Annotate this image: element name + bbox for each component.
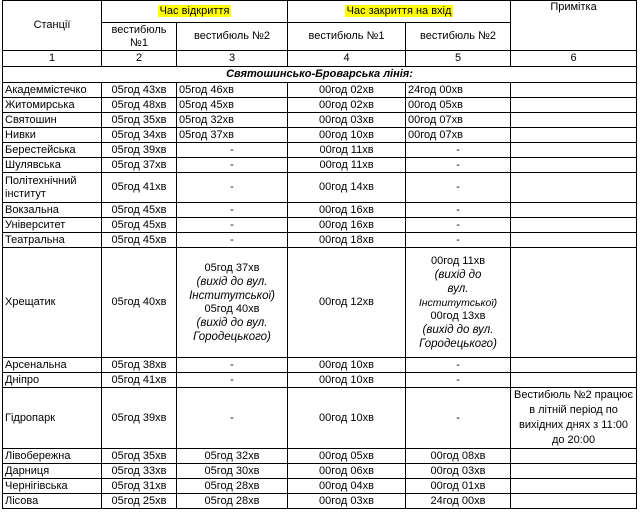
close-vest1: 00год 12хв <box>288 248 406 358</box>
close-vest1: 00год 10хв <box>288 373 406 388</box>
open-vest2: 05год 30хв <box>177 464 288 479</box>
station-name: Берестейська <box>3 143 102 158</box>
exit-note: (вихід до вул. Інститутської) <box>189 275 275 302</box>
note-cell <box>511 83 637 98</box>
station-name: Хрещатик <box>3 248 102 358</box>
station-name: Політехнічний інститут <box>3 173 102 203</box>
close-vest1: 00год 14хв <box>288 173 406 203</box>
station-name: Арсенальна <box>3 358 102 373</box>
exit-note: (вихід до вул. <box>196 316 268 329</box>
header-vest1-open: вестибюль №1 <box>102 23 177 51</box>
close-vest2: 00год 07хв <box>406 128 511 143</box>
close-vest1: 00год 18хв <box>288 233 406 248</box>
close-vest2: 00год 07хв <box>406 113 511 128</box>
note-cell <box>511 218 637 233</box>
open-vest2: 05год 32хв <box>177 449 288 464</box>
open-vest2-multi <box>177 248 288 358</box>
close-vest2: - <box>406 358 511 373</box>
header-vest2-open: вестибюль №2 <box>177 23 288 51</box>
open-vest2: - <box>177 233 288 248</box>
close-vest1: 00год 02хв <box>288 98 406 113</box>
station-name: Гідропарк <box>3 388 102 449</box>
close-vest1: 00год 10хв <box>288 128 406 143</box>
close-vest2: - <box>406 143 511 158</box>
close-vest2: - <box>406 388 511 449</box>
open-vest2: 05год 37хв <box>177 128 288 143</box>
open-vest1: 05год 40хв <box>102 248 177 358</box>
close-vest2: 00год 05хв <box>406 98 511 113</box>
open-vest1: 05год 45хв <box>102 218 177 233</box>
close-vest2: - <box>406 203 511 218</box>
close-vest1: 00год 04хв <box>288 479 406 494</box>
note-cell <box>511 494 637 509</box>
note-cell <box>511 479 637 494</box>
exit-note: Городецького) <box>193 330 271 343</box>
close-vest2: 00год 01хв <box>406 479 511 494</box>
header-vest2-close: вестибюль №2 <box>406 23 511 51</box>
header-vest1-close: вестибюль №1 <box>288 23 406 51</box>
col-number: 1 <box>3 51 102 67</box>
open-vest1: 05год 35хв <box>102 113 177 128</box>
line-title: Святошинсько-Броварська лінія: <box>3 67 637 83</box>
close-vest1: 00год 10хв <box>288 388 406 449</box>
open-vest2: 05год 32хв <box>177 113 288 128</box>
close-vest2: - <box>406 173 511 203</box>
open-vest1: 05год 39хв <box>102 143 177 158</box>
close-vest1: 00год 02хв <box>288 83 406 98</box>
close-vest1: 00год 11хв <box>288 158 406 173</box>
close-vest2: 24год 00хв <box>406 83 511 98</box>
header-closing <box>288 1 511 23</box>
close-vest1: 00год 03хв <box>288 494 406 509</box>
station-name: Святошин <box>3 113 102 128</box>
close-vest1: 00год 16хв <box>288 218 406 233</box>
open-vest2: - <box>177 158 288 173</box>
open-vest1: 05год 45хв <box>102 203 177 218</box>
close-vest1: 00год 11хв <box>288 143 406 158</box>
open-vest1: 05год 31хв <box>102 479 177 494</box>
col-number: 3 <box>177 51 288 67</box>
open-vest2: - <box>177 218 288 233</box>
station-name: Нивки <box>3 128 102 143</box>
close-vest1: 00год 05хв <box>288 449 406 464</box>
header-opening-label: Час відкриття <box>159 5 230 17</box>
exit-note: вул. <box>447 282 469 295</box>
note-cell <box>511 203 637 218</box>
note-cell <box>511 128 637 143</box>
open-vest2: 05год 28хв <box>177 494 288 509</box>
close-vest2: - <box>406 218 511 233</box>
station-name: Вокзальна <box>3 203 102 218</box>
open-vest1: 05год 43хв <box>102 83 177 98</box>
col-number: 6 <box>511 51 637 67</box>
open-vest1: 05год 45хв <box>102 233 177 248</box>
open-vest1: 05год 34хв <box>102 128 177 143</box>
note-cell <box>511 98 637 113</box>
open-vest1: 05год 48хв <box>102 98 177 113</box>
header-opening <box>102 1 288 23</box>
note-cell <box>511 143 637 158</box>
open-vest1: 05год 35хв <box>102 449 177 464</box>
note-cell <box>511 248 637 358</box>
note-cell <box>511 233 637 248</box>
exit-note: (вихід до <box>434 268 482 281</box>
open-time: 05год 40хв <box>204 302 260 315</box>
open-vest2: 05год 46хв <box>177 83 288 98</box>
open-vest1: 05год 39хв <box>102 388 177 449</box>
header-stations: Станції <box>3 1 102 51</box>
close-vest2-multi <box>406 248 511 358</box>
close-vest1: 00год 10хв <box>288 358 406 373</box>
open-vest1: 05год 41хв <box>102 373 177 388</box>
close-time: 00год 13хв <box>430 309 486 322</box>
close-vest1: 00год 16хв <box>288 203 406 218</box>
exit-note: (вихід до вул. Городецького) <box>419 323 497 350</box>
col-number: 5 <box>406 51 511 67</box>
station-name: Дніпро <box>3 373 102 388</box>
close-vest2: 00год 03хв <box>406 464 511 479</box>
open-vest1: 05год 38хв <box>102 358 177 373</box>
open-vest2: - <box>177 203 288 218</box>
header-closing-label: Час закриття на вхід <box>346 5 452 17</box>
open-vest2: 05год 28хв <box>177 479 288 494</box>
note-cell <box>511 113 637 128</box>
station-name: Лівобережна <box>3 449 102 464</box>
open-vest1: 05год 33хв <box>102 464 177 479</box>
station-name: Чернігівська <box>3 479 102 494</box>
open-vest2: - <box>177 373 288 388</box>
note-cell <box>511 358 637 373</box>
note-cell <box>511 158 637 173</box>
close-vest2: - <box>406 373 511 388</box>
station-name: Дарниця <box>3 464 102 479</box>
station-name: Житомирська <box>3 98 102 113</box>
close-vest1: 00год 03хв <box>288 113 406 128</box>
close-time: 00год 11хв <box>430 254 486 267</box>
col-number: 4 <box>288 51 406 67</box>
note-cell: Вестибюль №2 працює в літній період по вихідних днях з 11:00 до 20:00 <box>511 388 637 449</box>
close-vest2: 00год 08хв <box>406 449 511 464</box>
schedule-table <box>2 0 637 509</box>
open-time: 05год 37хв <box>204 261 260 274</box>
header-note: Примітка <box>511 1 637 51</box>
station-name: Університет <box>3 218 102 233</box>
note-cell <box>511 373 637 388</box>
station-name: Шулявська <box>3 158 102 173</box>
open-vest2: - <box>177 143 288 158</box>
station-name: Академмістечко <box>3 83 102 98</box>
station-name: Лісова <box>3 494 102 509</box>
open-vest2: - <box>177 388 288 449</box>
close-vest1: 00год 06хв <box>288 464 406 479</box>
exit-note: Інститутської) <box>418 296 498 309</box>
close-vest2: - <box>406 233 511 248</box>
station-name: Театральна <box>3 233 102 248</box>
open-vest2: 05год 45хв <box>177 98 288 113</box>
open-vest2: - <box>177 173 288 203</box>
col-number: 2 <box>102 51 177 67</box>
open-vest1: 05год 37хв <box>102 158 177 173</box>
open-vest2: - <box>177 358 288 373</box>
close-vest2: 24год 00хв <box>406 494 511 509</box>
note-cell <box>511 449 637 464</box>
note-cell <box>511 173 637 203</box>
open-vest1: 05год 41хв <box>102 173 177 203</box>
open-vest1: 05год 25хв <box>102 494 177 509</box>
note-cell <box>511 464 637 479</box>
close-vest2: - <box>406 158 511 173</box>
